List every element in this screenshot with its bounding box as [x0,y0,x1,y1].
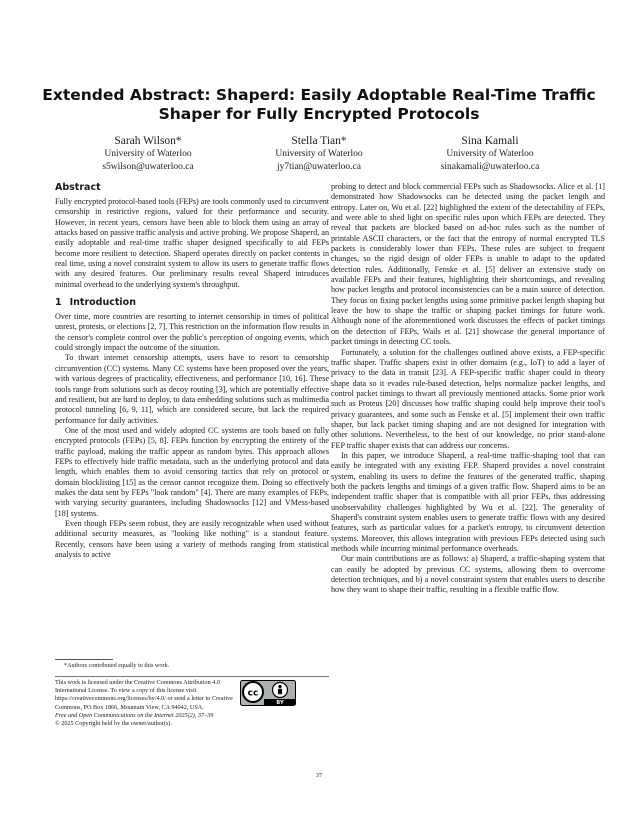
author-affiliation: University of Waterloo [446,149,534,159]
license-text: This work is licensed under the Creative Commons Attribution 4.0 International License. To view a copy of this license visit https://creativecommons.org/licenses/by/4.0/ or send a letter to Creative Commons, PO Box 1866, Mountain View, CA 94042, USA. [55,679,233,711]
section-title: Introduction [69,297,136,309]
cc-badge-by: BY [276,700,284,706]
author-email: jy7tian@uwaterloo.ca [277,162,361,172]
author-name: Sina Kamali [461,135,519,147]
venue-copyright [55,712,329,728]
paper-title: Extended Abstract: Shaperd: Easily Adoptable Real-Time Traffic Shaper for Fully Encrypted Protocols [42,86,596,123]
cc-by-license-icon [240,680,296,706]
cc-badge-cc: cc [247,688,259,699]
footnote: *Authors contributed equally to this work. [64,662,170,669]
author-name: Sarah Wilson* [114,135,182,147]
copyright-line: © 2025 Copyright held by the owner/author(s). [55,720,172,728]
author-email: sinakamali@uwaterloo.ca [440,162,540,172]
body-paragraph: In this paper, we introduce Shaperd, a real-time traffic-shaping tool that can easily be integrated with any existing FEP. Shaperd provides a novel constraint system, enabling its users to define the features of the generated traffic, shaping both the packets lengths and timings of a given traffic flow. Shaperd aims to be an independent traffic shaper that is compatible with all prior FEPs, thus addressing unobservability challenges highlighted by Wu et al. [22]. The generality of Shaperd's constraint system enables users to generate traffic flows with any desired features, such as particular values for a packet's entropy, to circumvent detection systems. Moreover, this allows integration with previous FEPs detected using such methods while incurring minimal performance overheads. [331,450,605,554]
intro-paragraph: One of the most used and widely adopted CC systems are tools based on fully encrypted protocols (FEPs) [5, 8]. FEPs function by encrypting the entirety of the traffic payload, making the traffic appear as random bytes. This approach allows FEPs to effectively hide traffic metadata, such as the underlying protocol and data length, which enables them to avoid censoring tactics that rely on protocol or domain blocklisting [15] as the censor cannot recognize them. Doing so effectively makes the data sent by FEPs "look random" [4]. There are many examples of FEPs, with varying security guarantees, including Shadowsocks [12] and VMess-based [18] systems. [55,425,329,518]
license-divider [55,676,329,677]
author-email: s5wilson@uwaterloo.ca [102,162,194,172]
author-affiliation: University of Waterloo [104,149,192,159]
body-paragraph: Our main contributions are as follows: a) Shaperd, a traffic-shaping system that can easily be adopted by previous CC systems, allowing them to overcome detection techniques, and b) a novel constraint system that enables users to describe how they want to shape their traffic, resulting in a flexible traffic flow. [331,554,605,595]
page-number: 37 [315,772,323,779]
left-column [55,182,329,560]
author-affiliation: University of Waterloo [275,149,363,159]
intro-paragraph: To thwart internet censorship attempts, users have to resort to censorship circumvention (CC) systems. Many CC systems have been proposed over the years, with various degrees of practicality, effectiveness, and performance [10, 16]. These tools range from solutions such as decoy routing [3], which are potentially effective and resilient, but are hard to deploy, to data embedding solutions such as multimedia protocol tunneling [6, 9, 11], which are considered secure, but lack the required performance for daily activities. [55,353,329,425]
right-column [331,182,605,596]
author-3 [390,134,590,174]
footnote-divider [55,659,113,660]
author-1 [48,134,248,174]
abstract-heading: Abstract [55,182,101,193]
section-number: 1 [55,297,62,309]
body-paragraph: Fortunately, a solution for the challenges outlined above exists, a FEP-specific traffic shaper. Traffic shapers exist in other domains (e.g., IoT) to add a layer of privacy to the data in transit [23]. A FEP-specific traffic shaper could in theory shape data so it evades rule-based detection, helps normalize packet lengths, and control packet timings to thwart all previously mentioned attacks. Some prior work such as Proteus [20] discusses how traffic shaping could help improve their tool's privacy guarantees, and some such as Fenske et al. [5] implement their own traffic shaper, but lack packet timing shaping and are not designed for integration with other solutions. Nevertheless, to the best of our knowledge, no prior stand-alone FEP traffic shaper exists that can address our concerns. [331,347,605,450]
body-paragraph: probing to detect and block commercial FEPs such as Shadowsocks. Alice et al. [1] demonstrated how Shadowsocks can be detected using the packet length and entropy. Later on, Wu et al. [22] highlighted the extent of the detectability of FEPs, and were able to shed light on specific rules upon which FEPs are detected. They reveal that packets are blocked based on ad-hoc rules such as the number of printable ASCII characters, or the fact that the entropy of normal encrypted TLS packets is considerably lower than FEPs. These rules are subject to frequent changes, so the rigid design of older FEPs is unable to adapt to the updated detection rules. Additionally, Fenske et al. [5] deliver an extensive study on available FEPs and their features, highlighting their shortcomings, and revealing how packet lengths and protocol inconsistencies can be a main source of detection. They focus on fixing packet lengths using some primitive packet length shaping but leave the how to shape the traffic or shaping packet timings for future work. Although none of the aforementioned work discusses the effects of packet timings on the detection of FEPs, Wails et al. [21] showcase the general importance of packet timings in detecting CC tools. [331,182,605,347]
intro-paragraph: Over time, more countries are resorting to internet censorship in times of political unrest, protests, or elections [2, 7]. This restriction on the information flow results in the censor's complete control over the public's perception of ongoing events, which could strongly impact the outcome of the situation. [55,312,329,353]
intro-paragraph: Even though FEPs seem robust, they are easily recognizable when used without additional security measures, as "looking like nothing" is a standout feature. Recently, censors have been using a variety of methods ranging from statistical analysis to active [55,518,329,559]
abstract-text: Fully encrypted protocol-based tools (FEPs) are tools commonly used to circumvent censorship in restrictive regions, valued for their performance and security. However, in recent years, censors have been able to block them using an array of attacks based on passive traffic analysis and active probing. We propose Shaperd, an easily adoptable and real-time traffic shaper designed specifically to aid FEPs become more resilient to detection. Shaperd operates directly on packet contents in real time, using a novel constraint system to allow its users to generate traffic flows with any desired features. Our preliminary results reveal Shaperd introduces minimal overhead to the underlying system's throughput. [55,197,329,289]
author-2 [219,134,419,174]
section-heading-introduction [55,297,329,309]
venue-line: Free and Open Communications on the Internet 2025(2), 37–39 [55,712,214,719]
author-name: Stella Tian* [291,135,347,147]
